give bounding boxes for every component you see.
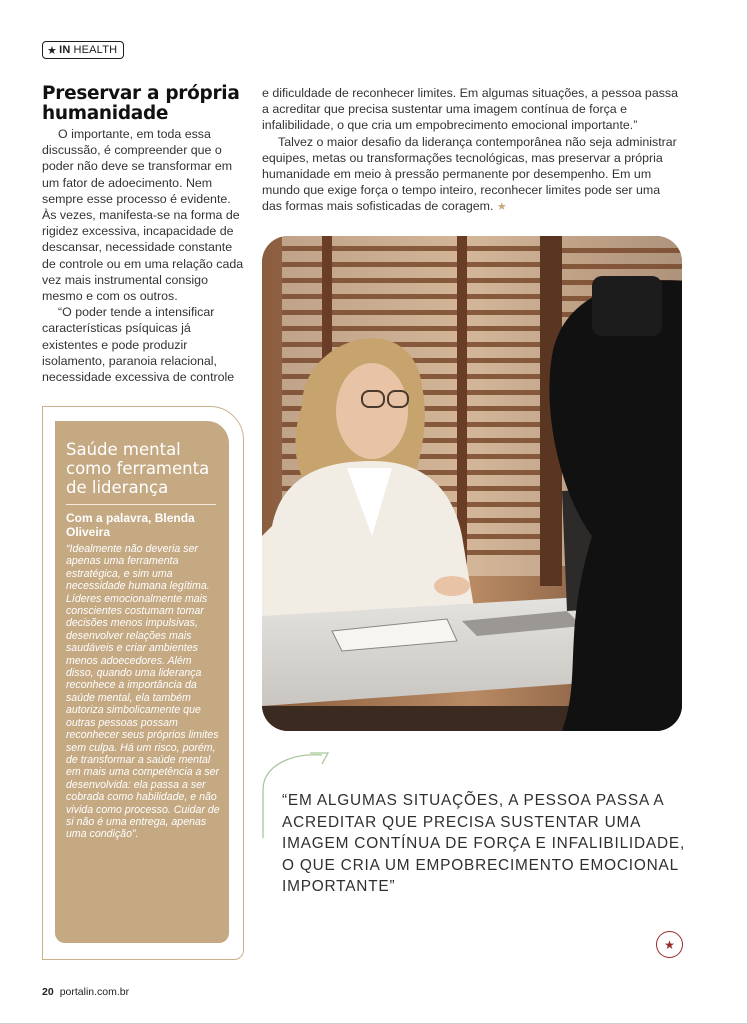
page-footer: [42, 986, 129, 998]
article-paragraph-last: [262, 134, 682, 216]
star-badge-icon: ★: [656, 931, 683, 958]
section-prefix: IN: [59, 44, 71, 56]
page-number: 20: [42, 986, 54, 998]
article-paragraph: O importante, em toda essa discussão, é compreender que o poder não deve se transformar em um fator de adoecimento. Nem sempre esse processo é evidente. Às vezes, manifesta-se na forma de rigidez excessiva, incapacidade de descansar, necessidade constante de controle ou em uma relação cada vez mais instrumental consigo mesmo e com os outros.: [42, 127, 244, 304]
end-star-icon: ★: [496, 201, 507, 214]
sidebar-title: Saúde mental como ferramenta de liderança: [66, 440, 210, 497]
sidebar-box: [55, 421, 229, 943]
article-column-right: [262, 85, 682, 216]
article-paragraph: “O poder tende a intensificar características psíquicas já existentes e pode produzir isolamento, paranoia relacional, necessidade excessiva de controle: [42, 305, 235, 385]
section-label: HEALTH: [73, 44, 118, 56]
article-paragraph-text: Talvez o maior desafio da liderança contemporânea não seja administrar equipes, metas ou transformações tecnológicas, mas preservar a própria humanidade em meio à pressão permanente por desempenho. Em um mundo que exige força o tempo inteiro, reconhecer limites pode ser uma das formas mais sofisticadas de coragem.: [262, 134, 677, 214]
article-photo: [262, 236, 682, 731]
star-icon: ★: [47, 44, 58, 57]
article-paragraph: e dificuldade de reconhecer limites. Em algumas situações, a pessoa passa a acreditar que precisa sustentar uma imagem contínua de força e infalibilidade, o que cria um empobrecimento emocional importante.”: [262, 86, 678, 133]
sidebar-quote: “Idealmente não deveria ser apenas uma ferramenta estratégica, e sim uma necessidade humana legítima. Líderes emocionalmente mais conscientes costumam tomar decisões menos impulsivas, desenvolver relações mais saudáveis e criar ambientes menos adoecedores. Além disso, quando uma liderança reconhece a importância da saúde mental, ela também autoriza simbolicamente que outras pessoas possam reconhecer seus próprios limites sem culpa. Há um risco, porém, de transformar a saúde mental em mais uma competência a ser desenvolvida: ela passa a ser cobrada como habilidade, e não vivida como processo. Cuidar de si não é uma entrega, apenas uma condição”.: [66, 543, 220, 841]
photo-illustration: [262, 236, 682, 731]
article-column-left: [42, 126, 244, 385]
sidebar-subtitle: Com a palavra, Blenda Oliveira: [66, 511, 195, 539]
article-headline: Preservar a própria humanidade: [42, 83, 240, 124]
pull-quote: “EM ALGUMAS SITUAÇÕES, A PESSOA PASSA A ACREDITAR QUE PRECISA SUSTENTAR UMA IMAGEM CONTÍNUA DE FORÇA E INFALIBILIDADE, O QUE CRIA UM EMPOBRECIMENTO EMOCIONAL IMPORTANTE”: [282, 792, 686, 895]
section-tag: [42, 41, 124, 59]
sidebar-divider: [66, 504, 216, 505]
footer-site: portalin.com.br: [59, 986, 130, 998]
